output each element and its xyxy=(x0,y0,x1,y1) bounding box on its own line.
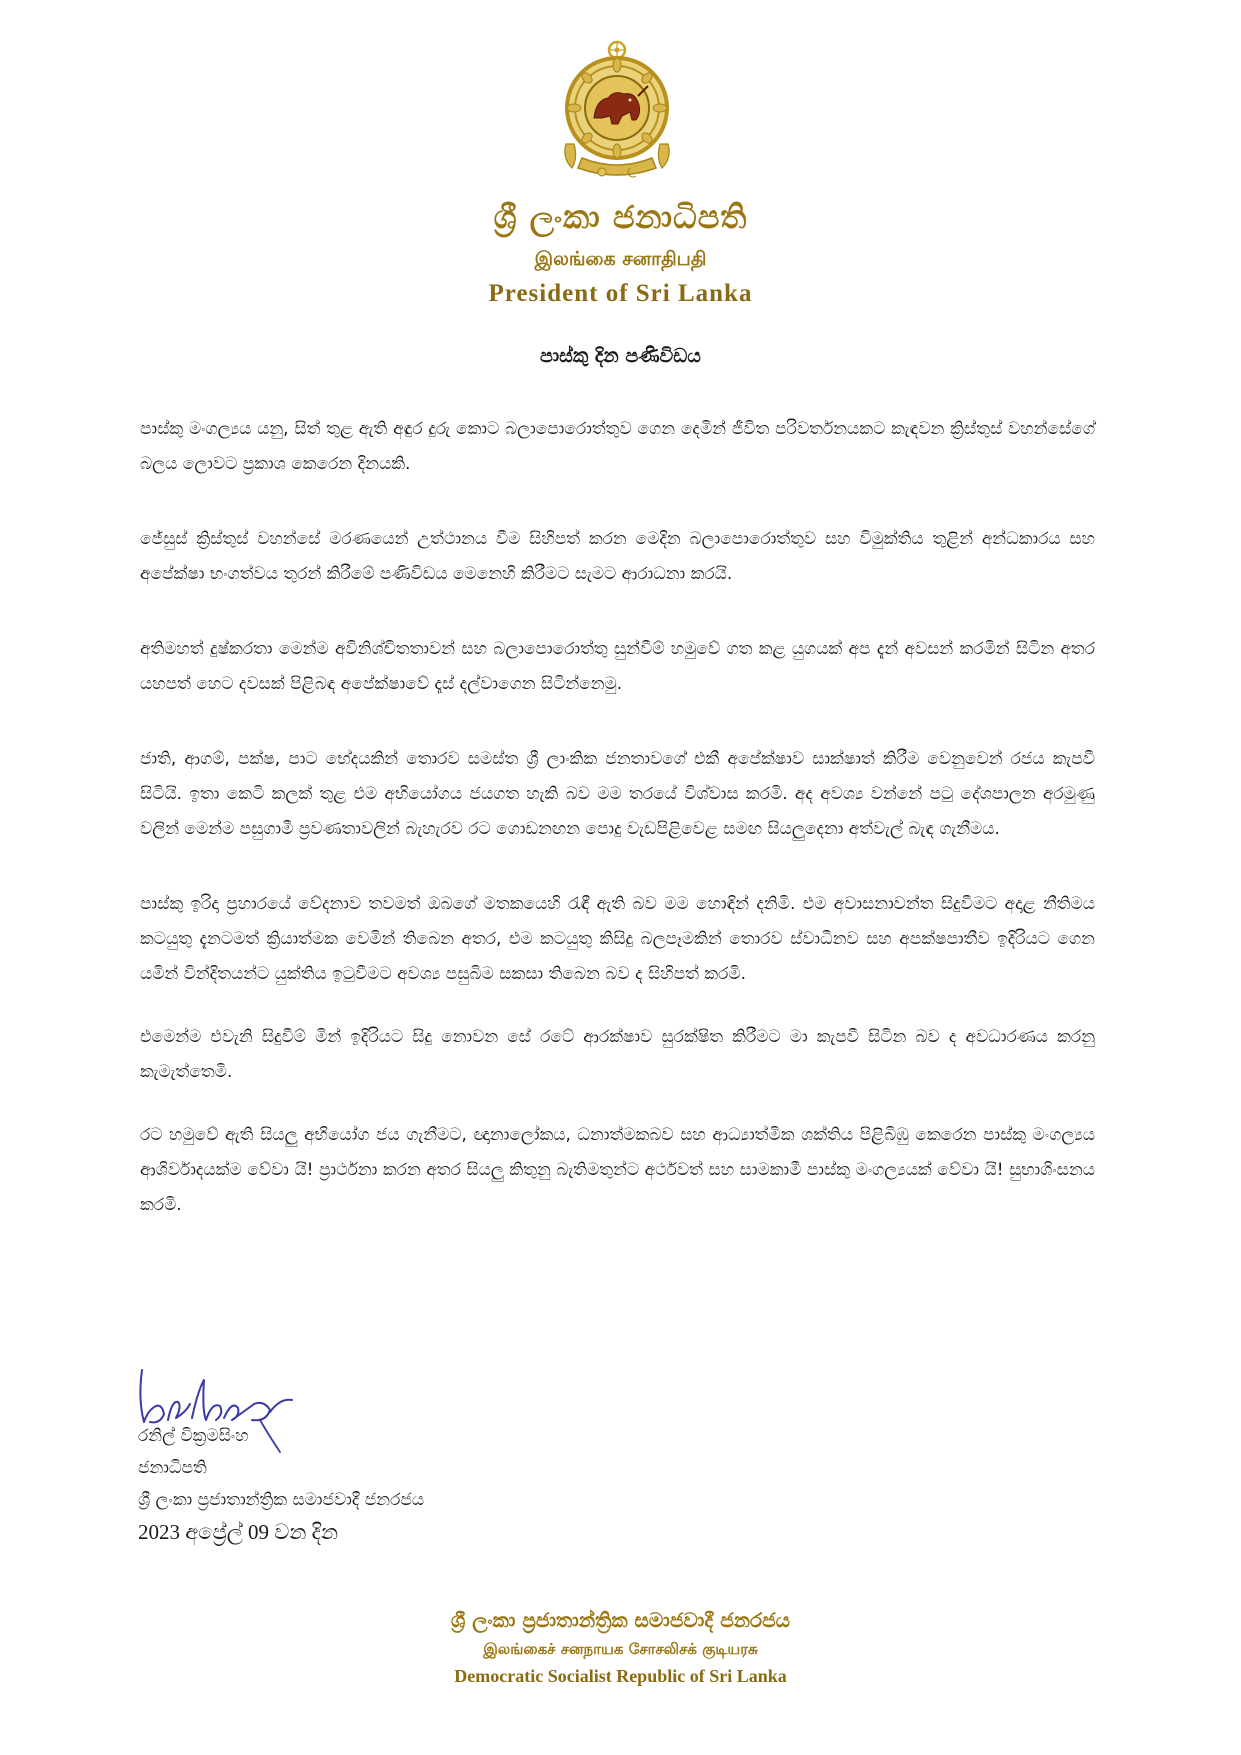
letterhead-english: President of Sri Lanka xyxy=(488,280,753,307)
signatory-name: රනිල් වික්‍රමසිංහ xyxy=(138,1426,249,1446)
footer-tamil: இலங்கைச் சனநாயக சோசலிசக் குடியரசு xyxy=(483,1640,758,1658)
paragraph: පාස්කු මංගල්‍යය යනු, සිත් තුළ ඇති අඳුර දුරු කොට බලාපොරොත්තුව ගෙන දෙමින් ජීවිත පරිවර්තනයකට කැඳවන ක්‍රිස්තුස් වහන්සේගේ බලය ලොවට ප්‍රකාශ කෙරෙන දිනයකි. xyxy=(140,419,1095,474)
message-body xyxy=(140,412,1095,1251)
letter-date: 2023 අප්‍රේල් 09 වන දින xyxy=(138,1520,339,1544)
signature-block xyxy=(138,1420,424,1548)
footer-sinhala: ශ්‍රී ලංකා ප්‍රජාතාන්ත්‍රික සමාජවාදී ජනරජය xyxy=(450,1608,790,1632)
letterhead-tamil: இலங்கை சனாதிபதி xyxy=(534,248,707,270)
paragraph: ජාති, ආගම්, පක්ෂ, පාට භේදයකින් තොරව සමස්ත ශ්‍රී ලාංකික ජනතාවගේ එකී අපේක්ෂාව සාක්ෂාත් කිරීම වෙනුවෙන් රජය කැපවී සිටියි. ඉතා කෙටි කලක් තුළ එම අභියෝගය ජයගත හැකි බව මම තරයේ විශ්වාස කරමි. අද අවශ්‍ය වන්නේ පටු දේශපාලන අරමුණු වලින් මෙන්ම පසුගාමී ප්‍රවණතාවලින් බැහැරව රට ගොඩනඟන පොදු වැඩපිළිවෙළ සමඟ සියලුදෙනා අත්වැල් බැඳ ගැනීමය. xyxy=(140,749,1095,839)
sri-lanka-emblem-icon xyxy=(552,40,682,185)
document-title: පාස්කු දින පණිවිඩය xyxy=(540,345,701,367)
paragraph: රට හමුවේ ඇති සියලු අභියෝග ජය ගැනීමට, ඥානාලෝකය, ධනාත්මකබව සහ ආධ්‍යාත්මික ශක්තිය පිළිබිඹු කෙරෙන පාස්කු මංගල්‍යය ආශිර්වාදයක්ම වේවා යි! ප්‍රාර්ථනා කරන අතර සියලු කිතුනු බැතිමතුන්ට අර්ථවත් සහ සාමකාමී පාස්කු මංගල්‍යයක් වේවා යි! සුභාශිංසනය කරමි. xyxy=(140,1125,1095,1215)
letterhead-sinhala: ශ්‍රී ලංකා ජනාධිපති xyxy=(493,198,748,236)
paragraph: පාස්කු ඉරිදා ප්‍රහාරයේ වේදනාව තවමත් ඔබගේ මතකයෙහි රැඳී ඇති බව මම හොඳින් දනිමි. එම අවාසනාවන්ත සිදුවීමට අදාළ නීතිමය කටයුතු දැනටමත් ක්‍රියාත්මක වෙමින් තිබෙන අතර, එම කටයුතු කිසිදු බලපෑමකින් තොරව ස්වාධීනව සහ අපක්ෂපාතීව ඉදිරියට ගෙන යමින් වින්දිතයන්ට යුක්තිය ඉටුවීමට අවශ්‍ය පසුබිම සකසා තිබෙන බව ද සිහිපත් කරමි. xyxy=(140,894,1095,984)
paragraph: අතිමහත් දුෂ්කරතා මෙන්ම අවිනිශ්චිතතාවන් සහ බලාපොරොත්තු සුන්වීම් හමුවේ ගත කළ යුගයක් අප දැන් අවසන් කරමින් සිටින අතර යහපත් හෙට දවසක් පිළිබඳ අපේක්ෂාවේ දෑස් දල්වාගෙන සිටින්නෙමු. xyxy=(140,639,1095,694)
signatory-country: ශ්‍රී ලංකා ප්‍රජාතාන්ත්‍රික සමාජවාදී ජනරජය xyxy=(138,1490,425,1510)
signatory-title: ජනාධිපති xyxy=(138,1458,207,1478)
footer-english: Democratic Socialist Republic of Sri Lanka xyxy=(454,1666,787,1686)
paragraph: එමෙන්ම එවැනි සිදුවීම් මින් ඉදිරියට සිදු නොවන සේ රටේ ආරක්ෂාව සුරක්ෂිත කිරීමට මා කැපවී සිටින බව ද අවධාරණය කරනු කැමැත්තෙමි. xyxy=(140,1027,1095,1082)
paragraph: ජේසුස් ක්‍රිස්තුස් වහන්සේ මරණයෙන් උත්ථානය වීම සිහිපත් කරන මෙදින බලාපොරොත්තුව සහ විමුක්තිය තුළින් අන්ධකාරය සහ අපේක්ෂා භංගත්වය තුරන් කිරීමේ පණිවිඩය මෙනෙහි කිරීමට සැමට ආරාධනා කරයි. xyxy=(140,529,1095,584)
